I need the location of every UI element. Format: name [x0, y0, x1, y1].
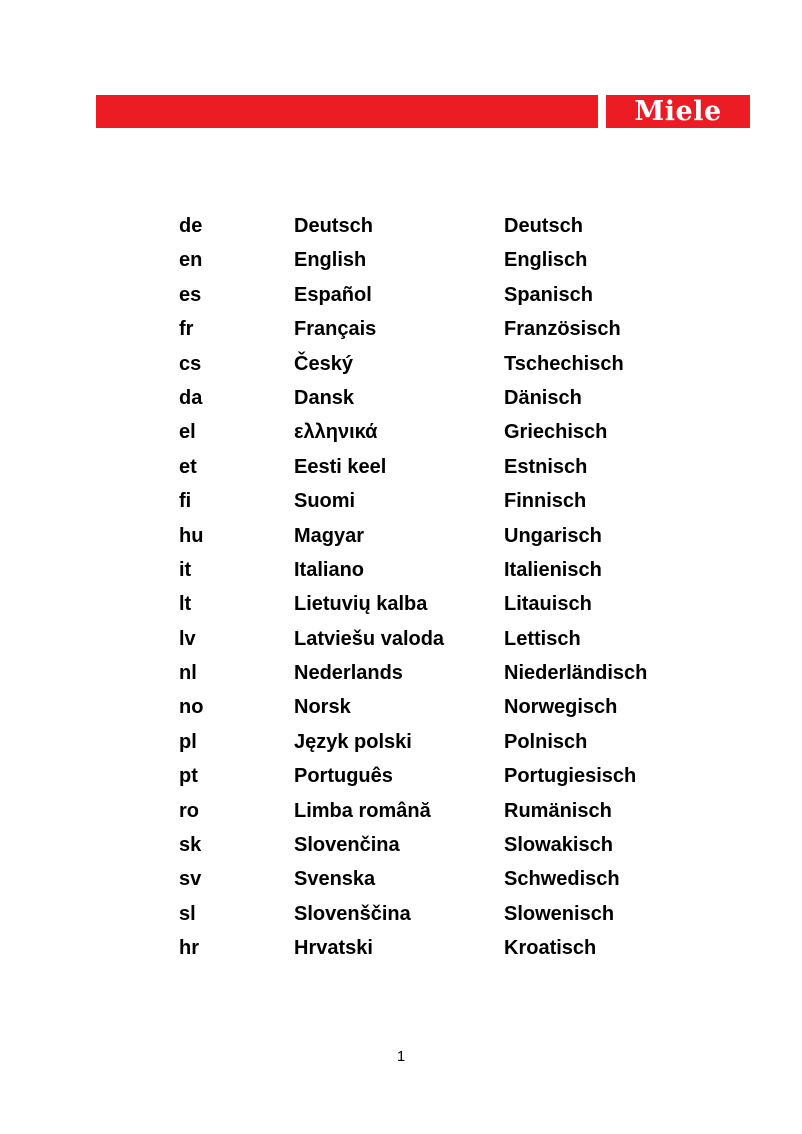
page-number: 1	[396, 1048, 406, 1065]
language-german-name: Dänisch	[504, 386, 582, 409]
language-native-name: Limba română	[294, 799, 431, 822]
language-german-name: Griechisch	[504, 421, 608, 444]
language-native-name: Italiano	[294, 558, 365, 581]
language-row	[0, 725, 802, 759]
language-native-name: Deutsch	[294, 215, 373, 237]
language-german-name: Polnisch	[504, 730, 588, 753]
language-code: ro	[179, 799, 199, 822]
language-native-name: Český	[294, 352, 353, 375]
language-code: no	[179, 696, 204, 719]
language-row	[0, 794, 802, 828]
language-code: fr	[179, 318, 194, 341]
language-row	[0, 312, 802, 346]
language-native-name: Eesti keel	[294, 455, 387, 478]
language-german-name: Ungarisch	[504, 524, 602, 547]
language-code: da	[179, 386, 203, 409]
language-german-name: Rumänisch	[504, 799, 612, 822]
language-native-name: Dansk	[294, 386, 355, 409]
language-row	[0, 243, 802, 277]
language-row	[0, 450, 802, 484]
language-row	[0, 897, 802, 931]
language-german-name: Italienisch	[504, 558, 602, 581]
language-native-name: Język polski	[294, 730, 412, 753]
language-german-name: Tschechisch	[504, 352, 624, 375]
language-german-name: Niederländisch	[504, 662, 648, 685]
language-german-name: Portugiesisch	[504, 765, 637, 788]
header-red-bar	[96, 95, 598, 128]
language-code: lt	[179, 593, 192, 616]
language-native-name: Slovenščina	[294, 902, 411, 925]
language-code: sk	[179, 834, 202, 857]
language-native-name: Español	[294, 283, 372, 306]
language-row	[0, 415, 802, 449]
language-code: nl	[179, 662, 197, 685]
language-row	[0, 484, 802, 518]
language-german-name: Norwegisch	[504, 696, 618, 719]
language-native-name: Lietuvių kalba	[294, 593, 428, 616]
language-native-name: Suomi	[294, 490, 356, 513]
language-german-name: Litauisch	[504, 593, 592, 616]
language-code: pl	[179, 730, 197, 753]
language-native-name: Hrvatski	[294, 937, 373, 960]
language-german-name: Slowenisch	[504, 902, 615, 925]
language-table	[0, 209, 802, 966]
language-code: fi	[179, 490, 192, 513]
language-row	[0, 622, 802, 656]
language-row	[0, 862, 802, 896]
language-row	[0, 553, 802, 587]
language-german-name: Lettisch	[504, 627, 581, 650]
language-code: el	[179, 421, 196, 444]
language-german-name: Slowakisch	[504, 834, 613, 857]
language-native-name: Svenska	[294, 868, 376, 891]
language-row	[0, 828, 802, 862]
language-german-name: Deutsch	[504, 215, 583, 237]
language-code: sl	[179, 902, 196, 925]
language-german-name: Kroatisch	[504, 937, 597, 960]
language-code: hu	[179, 524, 204, 547]
language-row	[0, 209, 802, 243]
language-german-name: Schwedisch	[504, 868, 620, 891]
language-row	[0, 381, 802, 415]
language-code: hr	[179, 937, 199, 960]
language-row	[0, 587, 802, 621]
language-row	[0, 519, 802, 553]
language-code: it	[179, 558, 192, 581]
language-native-name: Latviešu valoda	[294, 627, 445, 650]
language-native-name: Français	[294, 318, 377, 341]
language-native-name: Norsk	[294, 696, 351, 719]
language-german-name: Französisch	[504, 318, 621, 341]
language-code: en	[179, 249, 203, 272]
language-native-name: Nederlands	[294, 662, 403, 685]
language-code: lv	[179, 627, 196, 650]
language-native-name: Português	[294, 765, 393, 788]
language-german-name: Finnisch	[504, 490, 587, 513]
language-row	[0, 931, 802, 965]
language-code: cs	[179, 352, 202, 375]
language-code: et	[179, 455, 197, 478]
language-code: sv	[179, 868, 202, 891]
language-code: es	[179, 283, 202, 306]
language-code: de	[179, 215, 203, 237]
language-german-name: Spanisch	[504, 283, 593, 306]
language-row	[0, 759, 802, 793]
language-german-name: Estnisch	[504, 455, 588, 478]
language-row	[0, 278, 802, 312]
language-row	[0, 656, 802, 690]
language-row	[0, 690, 802, 724]
language-code: pt	[179, 765, 198, 788]
language-native-name: English	[294, 249, 367, 272]
miele-logo: Miele	[606, 95, 750, 128]
language-native-name: Magyar	[294, 524, 365, 547]
language-native-name: Slovenčina	[294, 834, 400, 857]
language-native-name: ελληνικά	[294, 421, 378, 444]
language-german-name: Englisch	[504, 249, 588, 272]
language-row	[0, 347, 802, 381]
